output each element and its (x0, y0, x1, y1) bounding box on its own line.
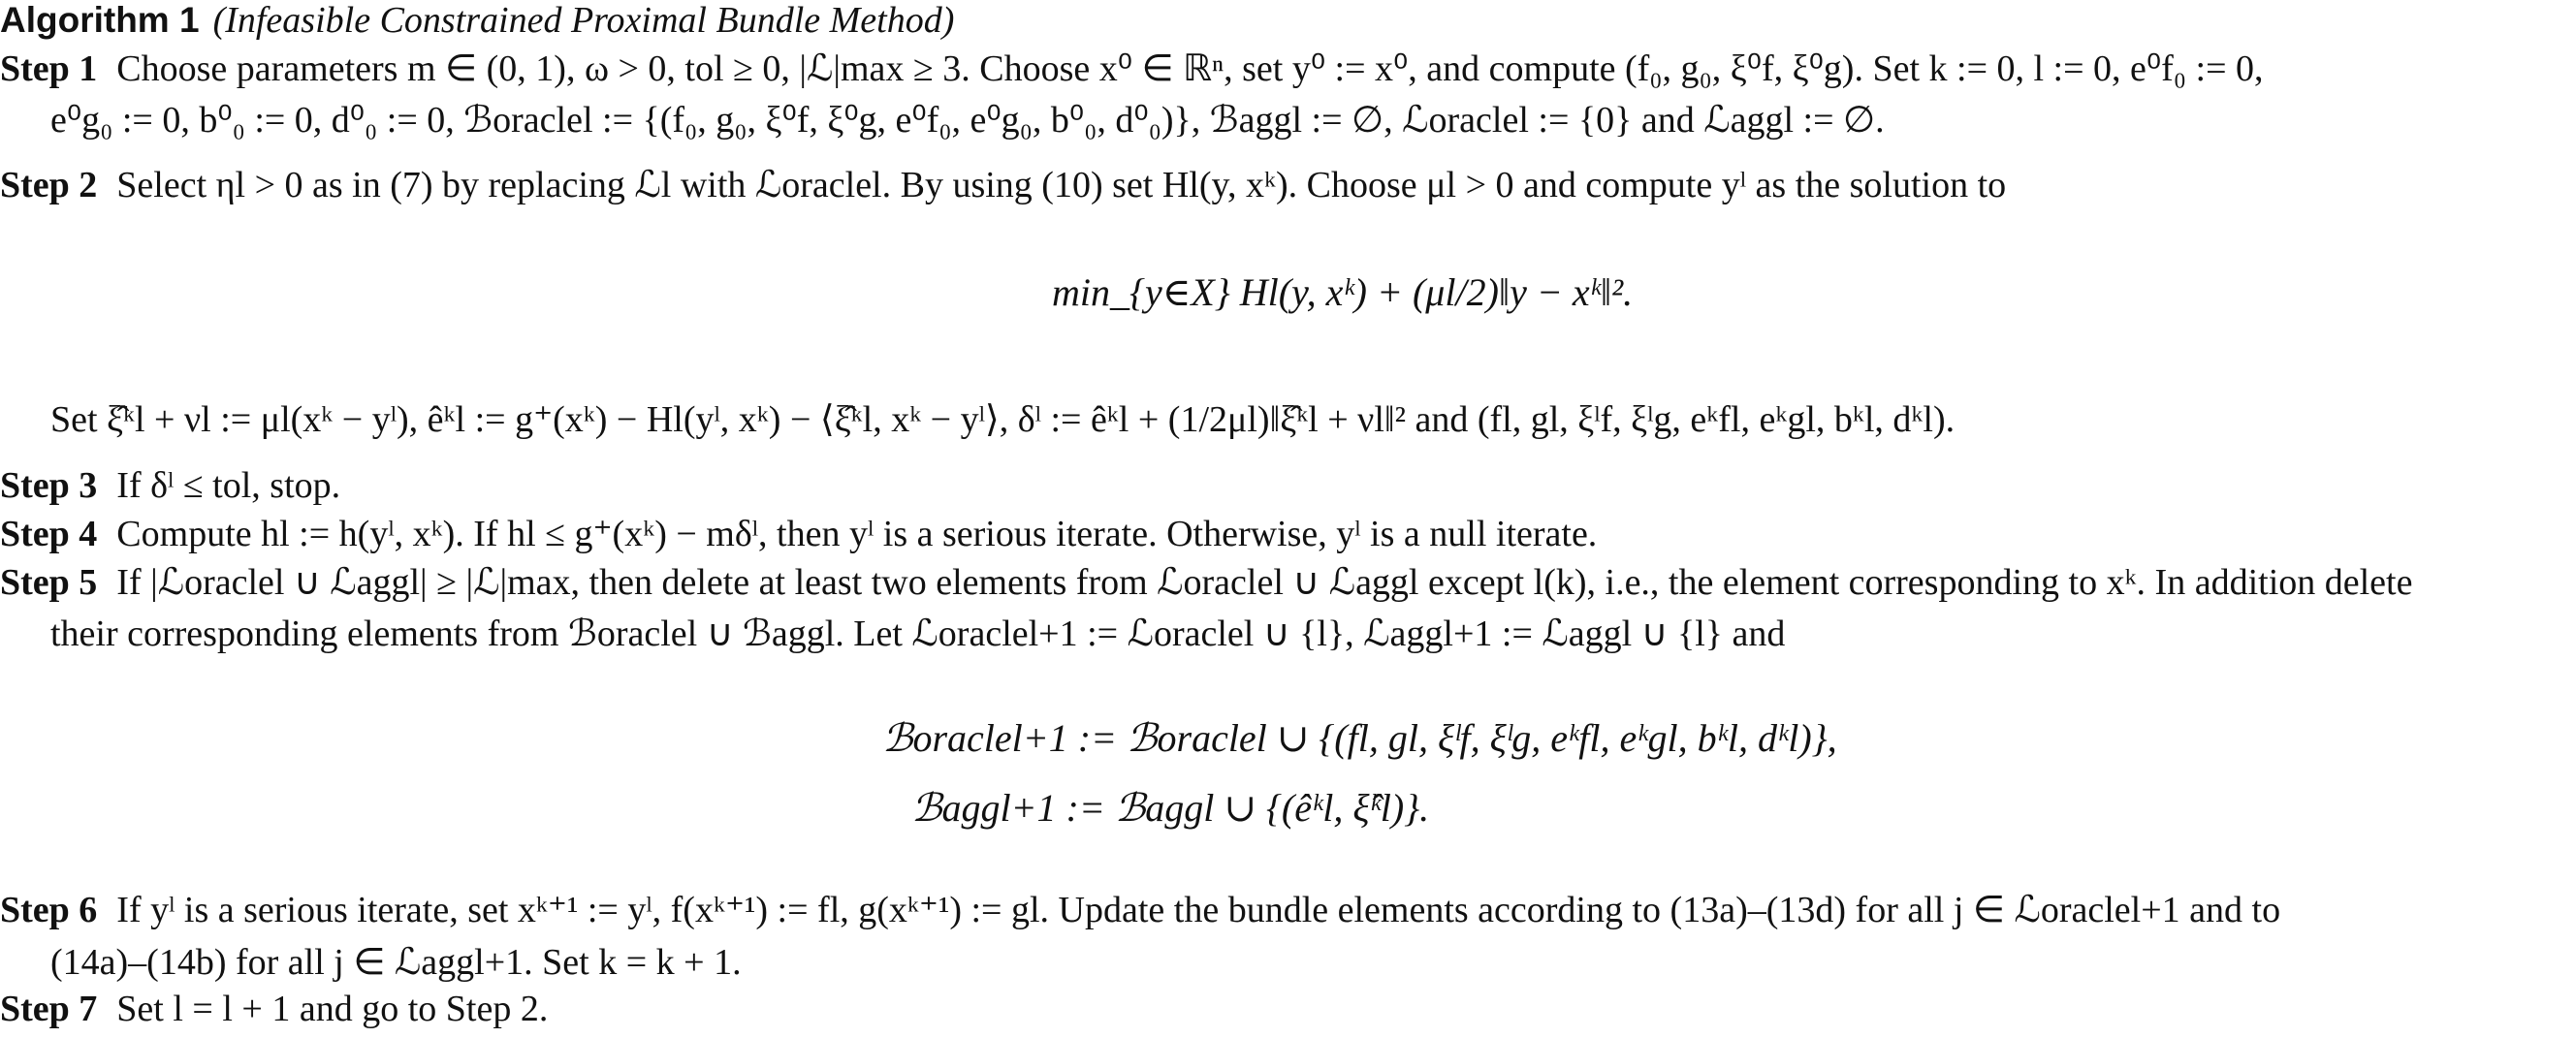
step-5-cont (50, 613, 1785, 656)
step-1-cont (50, 100, 1885, 142)
step-2-display-equation: min_{y∈X} Hl(y, xᵏ) + (μl/2)‖y − xᵏ‖². (1052, 270, 1634, 314)
step-6-line-1: If yˡ is a serious iterate, set xᵏ⁺¹ := yˡ, f(xᵏ⁺¹) := fl, g(xᵏ⁺¹) := gl. Update the bundle elements according to (13a)–(13d) for all j ∈ ℒoraclel+1 and to (116, 890, 2281, 930)
step-2-after (50, 399, 1955, 442)
step-3 (0, 465, 340, 508)
step-7-line-1: Set l = l + 1 and go to Step 2. (116, 989, 549, 1029)
step-1-line-2: e⁰g₀ := 0, b⁰₀ := 0, d⁰₀ := 0, ℬoraclel := {(f₀, g₀, ξ⁰f, ξ⁰g, e⁰f₀, e⁰g₀, b⁰₀, d⁰₀)}, ℬaggl := ∅, ℒoraclel := {0} and ℒaggl := ∅. (50, 100, 1885, 141)
step-7 (0, 989, 548, 1031)
step-7-label: Step 7 (0, 989, 98, 1029)
algorithm-subtitle: (Infeasible Constrained Proximal Bundle Method) (212, 0, 955, 41)
step-3-line-1: If δˡ ≤ tol, stop. (116, 465, 341, 506)
step-5-label: Step 5 (0, 562, 98, 603)
step-1 (0, 48, 2264, 91)
step-2-label: Step 2 (0, 165, 98, 205)
step-2-after-text: Set ξ̂ᵏl + νl := μl(xᵏ − yˡ), êᵏl := g⁺(xᵏ) − Hl(yˡ, xᵏ) − ⟨ξ̂ᵏl, xᵏ − yˡ⟩, δˡ := êᵏl + (1/2μl)‖ξ̂ᵏl + νl‖² and (fl, gl, ξˡf, ξˡg, eᵏfl, eᵏgl, bᵏl, dᵏl). (50, 399, 1956, 440)
step-6-cont (50, 942, 742, 985)
step-6-label: Step 6 (0, 890, 98, 930)
step-4-label: Step 4 (0, 514, 98, 554)
step-1-line-1: Choose parameters m ∈ (0, 1), ω > 0, tol ≥ 0, |ℒ|max ≥ 3. Choose x⁰ ∈ ℝⁿ, set y⁰ := x⁰, and compute (f₀, g₀, ξ⁰f, ξ⁰g). Set k := 0, l := 0, e⁰f₀ := 0, (116, 48, 2264, 89)
step-5-display-line-2: ℬaggl+1 := ℬaggl ∪ {(êᵏl, ξ̂ᵏl)}. (911, 786, 1430, 830)
algorithm-title (0, 0, 954, 43)
step-5 (0, 562, 2412, 605)
step-2-line-1: Select ηl > 0 as in (7) by replacing ℒl with ℒoraclel. By using (10) set Hl(y, xᵏ). Choose μl > 0 and compute yˡ as the solution to (116, 165, 2007, 205)
algorithm-label: Algorithm 1 (0, 0, 200, 40)
step-5-line-2: their corresponding elements from ℬoraclel ∪ ℬaggl. Let ℒoraclel+1 := ℒoraclel ∪ {l}, ℒaggl+1 := ℒaggl ∪ {l} and (50, 613, 1786, 654)
step-4-line-1: Compute hl := h(yˡ, xᵏ). If hl ≤ g⁺(xᵏ) − mδˡ, then yˡ is a serious iterate. Otherwise, yˡ is a null iterate. (116, 514, 1598, 554)
step-6 (0, 890, 2280, 932)
step-3-label: Step 3 (0, 465, 98, 506)
step-5-display-line-1: ℬoraclel+1 := ℬoraclel ∪ {(fl, gl, ξˡf, ξˡg, eᵏfl, eᵏgl, bᵏl, dᵏl)}, (882, 716, 1837, 760)
step-4 (0, 514, 1597, 556)
step-6-line-2: (14a)–(14b) for all j ∈ ℒaggl+1. Set k = k + 1. (50, 942, 742, 983)
step-5-line-1: If |ℒoraclel ∪ ℒaggl| ≥ |ℒ|max, then delete at least two elements from ℒoraclel ∪ ℒaggl except l(k), i.e., the element corresponding to xᵏ. In addition delete (116, 562, 2413, 603)
step-1-label: Step 1 (0, 48, 98, 89)
step-2 (0, 165, 2006, 207)
